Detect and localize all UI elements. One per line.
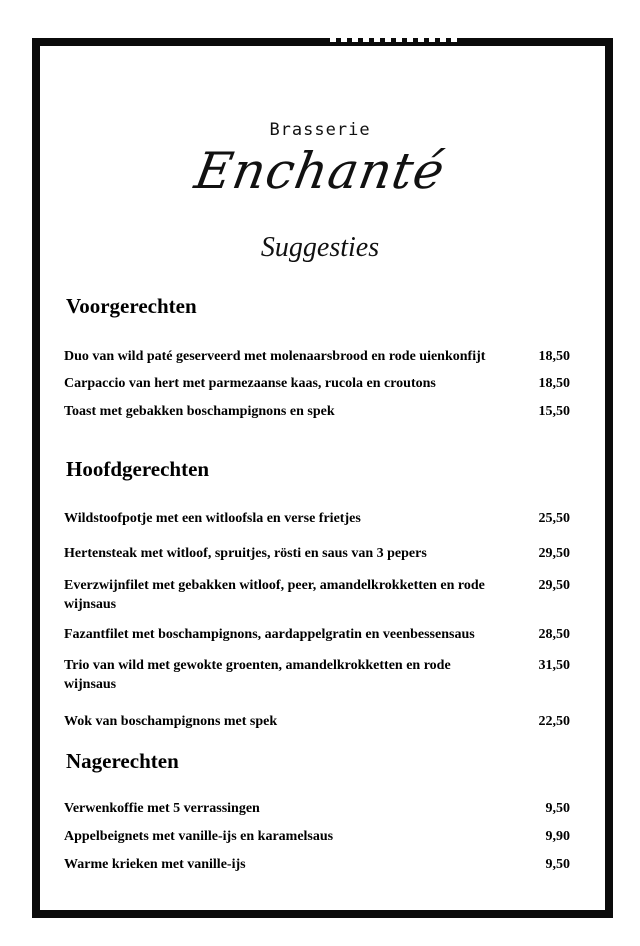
menu-item-price: 18,50 bbox=[538, 349, 570, 364]
menu-item-price: 9,50 bbox=[545, 801, 570, 816]
menu-item-price: 28,50 bbox=[538, 627, 570, 642]
section-heading-nagerechten: Nagerechten bbox=[66, 749, 179, 773]
menu-subtitle: Suggesties bbox=[260, 232, 380, 263]
menu-item-price: 29,50 bbox=[538, 546, 570, 561]
menu-item-name: Everzwijnfilet met gebakken witloof, peer, amandelkrokketten en rode wijnsaus bbox=[64, 578, 485, 612]
menu-item-name: Fazantfilet met boschampignons, aardappelgratin en veenbessensaus bbox=[64, 627, 475, 642]
menu-item-price: 9,50 bbox=[545, 857, 570, 872]
menu-item-price: 29,50 bbox=[538, 578, 570, 593]
menu-item-name: Trio van wild met gewokte groenten, amandelkrokketten en rode wijnsaus bbox=[64, 658, 451, 692]
menu-item-price: 18,50 bbox=[538, 376, 570, 391]
menu-item-name: Carpaccio van hert met parmezaanse kaas, rucola en croutons bbox=[64, 376, 436, 391]
menu-item-price: 25,50 bbox=[538, 511, 570, 526]
menu-item-name: Appelbeignets met vanille-ijs en karamelsaus bbox=[64, 829, 334, 844]
menu-item-price: 15,50 bbox=[538, 404, 570, 419]
menu-item-name: Toast met gebakken boschampignons en spek bbox=[64, 404, 335, 419]
menu-item-price: 31,50 bbox=[538, 658, 570, 673]
brand-script-logo: Enchanté bbox=[190, 142, 450, 200]
menu-item-name: Duo van wild paté geserveerd met molenaarsbrood en rode uienkonfijt bbox=[64, 349, 486, 364]
menu-item-name: Hertensteak met witloof, spruitjes, rösti en saus van 3 pepers bbox=[64, 546, 427, 561]
section-heading-voorgerechten: Voorgerechten bbox=[66, 294, 197, 318]
menu-item-name: Verwenkoffie met 5 verrassingen bbox=[64, 801, 260, 816]
menu-item-price: 22,50 bbox=[538, 714, 570, 729]
menu-item-name: Warme krieken met vanille-ijs bbox=[64, 857, 246, 872]
section-heading-hoofdgerechten: Hoofdgerechten bbox=[66, 457, 210, 481]
menu-item-name: Wildstoofpotje met een witloofsla en verse frietjes bbox=[64, 511, 361, 526]
menu-item-price: 9,90 bbox=[545, 829, 570, 844]
menu-item-name: Wok van boschampignons met spek bbox=[64, 714, 278, 729]
brand-name: Brasserie bbox=[269, 120, 371, 140]
